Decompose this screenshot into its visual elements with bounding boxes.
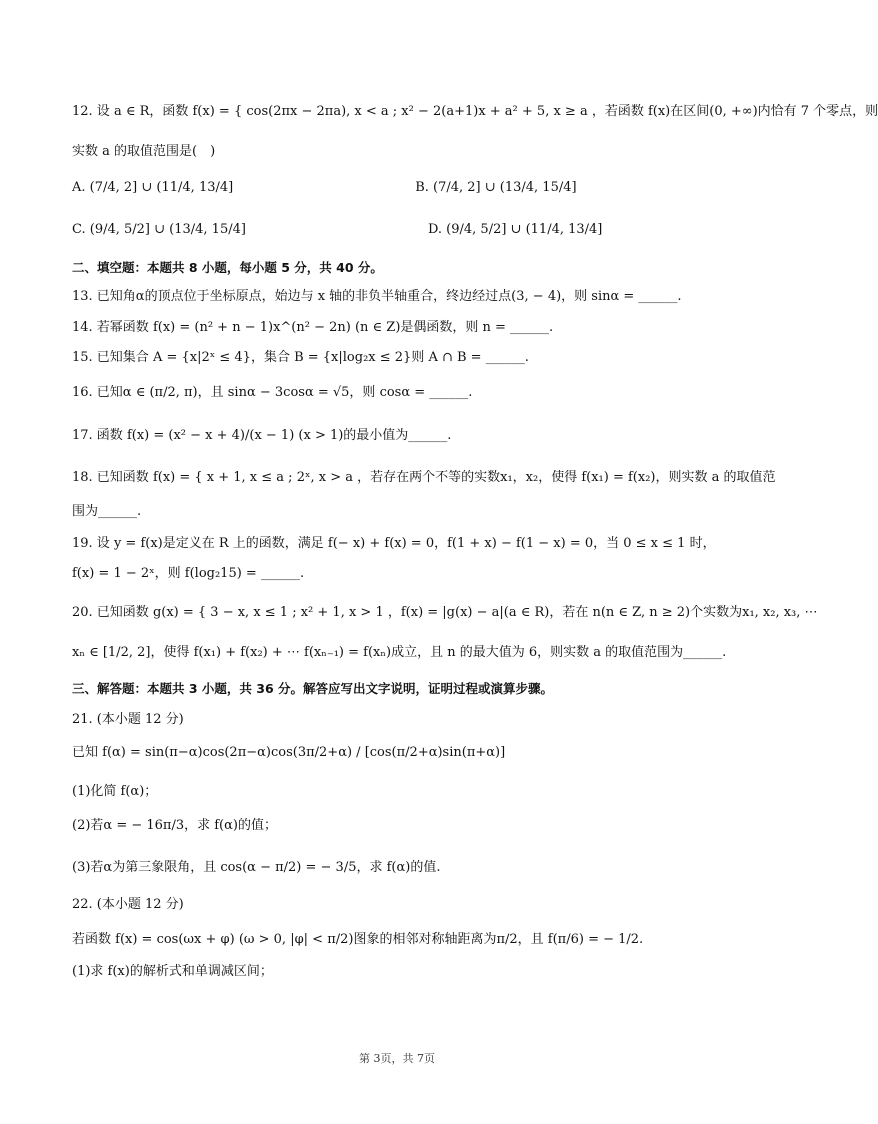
- question-21-part-1: (1)化简 f(α)；: [72, 784, 158, 799]
- question-13: 13. 已知角α的顶点位于坐标原点，始边与 x 轴的非负半轴重合，终边经过点(3, − 4)，则 sinα = ______.: [72, 289, 682, 304]
- page-footer: 第 3页，共 7页: [359, 1052, 435, 1065]
- section-3-heading: 三、解答题：本题共 3 小题，共 36 分。解答应写出文字说明，证明过程或演算步骤。: [72, 681, 554, 696]
- question-16: 16. 已知α ∈ (π/2, π)，且 sinα − 3cosα = √5，则 cosα = ______.: [72, 385, 473, 400]
- question-12-line-1: 12. 设 a ∈ R，函数 f(x) = { cos(2πx − 2πa), x < a ; x² − 2(a+1)x + a² + 5, x ≥ a ，若函数 f(x)在区间(0, +∞)内恰有 7 个零点，则: [72, 104, 878, 119]
- question-18-line-1: 18. 已知函数 f(x) = { x + 1, x ≤ a ; 2ˣ, x > a ，若存在两个不等的实数x₁，x₂，使得 f(x₁) = f(x₂)，则实数 a 的取值范: [72, 470, 776, 485]
- question-12-options-cd: C. (9/4, 5/2] ∪ (13/4, 15/4] D. (9/4, 5/2] ∪ (11/4, 13/4]: [72, 222, 603, 237]
- question-12-line-2: 实数 a 的取值范围是( ): [72, 144, 216, 159]
- question-22-part-1: (1)求 f(x)的解析式和单调减区间；: [72, 964, 273, 979]
- question-21-part-2: (2)若α = − 16π/3，求 f(α)的值；: [72, 818, 277, 833]
- question-22-header: 22. (本小题 12 分): [72, 897, 184, 912]
- question-15: 15. 已知集合 A = {x|2ˣ ≤ 4}，集合 B = {x|log₂x ≤ 2}则 A ∩ B = ______.: [72, 350, 529, 365]
- question-22-formula: 若函数 f(x) = cos(ωx + φ) (ω > 0, |φ| < π/2)图象的相邻对称轴距离为π/2，且 f(π/6) = − 1/2.: [72, 932, 644, 947]
- section-2-heading: 二、填空题：本题共 8 小题，每小题 5 分，共 40 分。: [72, 260, 383, 275]
- question-20-line-1: 20. 已知函数 g(x) = { 3 − x, x ≤ 1 ; x² + 1, x > 1 ，f(x) = |g(x) − a|(a ∈ R)，若在 n(n ∈ Z, n ≥ 2)个实数为x₁, x₂, x₃, ⋯: [72, 605, 818, 620]
- question-21-formula: 已知 f(α) = sin(π−α)cos(2π−α)cos(3π/2+α) / [cos(π/2+α)sin(π+α)]: [72, 745, 506, 760]
- question-12-options-ab: A. (7/4, 2] ∪ (11/4, 13/4] B. (7/4, 2] ∪ (13/4, 15/4]: [72, 180, 577, 195]
- question-19-line-2: f(x) = 1 − 2ˣ，则 f(log₂15) = ______.: [72, 566, 305, 581]
- question-18-line-2: 围为______.: [72, 504, 142, 519]
- question-21-part-3: (3)若α为第三象限角，且 cos(α − π/2) = − 3/5，求 f(α)的值.: [72, 860, 441, 875]
- question-17: 17. 函数 f(x) = (x² − x + 4)/(x − 1) (x > 1)的最小值为______.: [72, 428, 452, 443]
- question-14: 14. 若幂函数 f(x) = (n² + n − 1)x^(n² − 2n) (n ∈ Z)是偶函数，则 n = ______.: [72, 320, 554, 335]
- question-21-header: 21. (本小题 12 分): [72, 712, 184, 727]
- question-19-line-1: 19. 设 y = f(x)是定义在 R 上的函数，满足 f(− x) + f(x) = 0，f(1 + x) − f(1 − x) = 0，当 0 ≤ x ≤ 1 时，: [72, 536, 716, 551]
- question-20-line-2: xₙ ∈ [1/2, 2]，使得 f(x₁) + f(x₂) + ⋯ f(xₙ₋₁) = f(xₙ)成立，且 n 的最大值为 6，则实数 a 的取值范围为______.: [72, 645, 727, 660]
